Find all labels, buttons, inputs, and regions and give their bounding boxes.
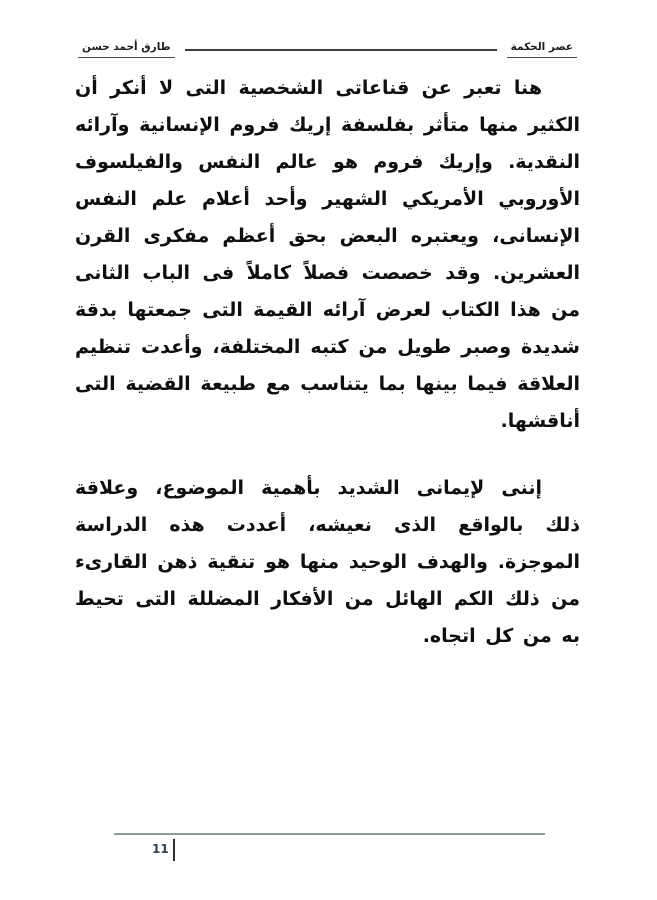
paragraph-2: إننى لإيمانى الشديد بأهمية الموضوع، وعلاقة ذلك بالواقع الذى نعيشه، أعددت هذه الدراسة الموجزة. والهدف الوحيد منها هو تنقية ذهن القارىء من ذلك الكم الهائل من الأفكار المضللة التى تحيط به من كل اتجاه.	[75, 477, 580, 647]
page-header	[78, 40, 577, 58]
page-number: 11	[152, 841, 169, 856]
header-author-name: طارق أحمد حسن	[78, 40, 175, 58]
header-divider-line	[185, 49, 497, 51]
page-number-block	[152, 836, 175, 861]
header-book-title: عصر الحكمة	[507, 40, 577, 58]
page-number-tick-mark	[173, 839, 175, 861]
page-body	[75, 70, 580, 685]
paragraph-1: هنا تعبر عن قناعاتى الشخصية التى لا أنكر أن الكثير منها متأثر بفلسفة إريك فروم الإنسانية وآرائه النقدية. وإريك فروم هو عالم النفس والفيلسوف الأوروبي الأمريكي الشهير وأحد أعلام علم النفس الإنسانى، ويعتبره البعض بحق أعظم مفكرى القرن العشرين. وقد خصصت فصلاً كاملاً فى الباب الثانى من هذا الكتاب لعرض آرائه القيمة التى جمعتها بدقة شديدة وصبر طويل من كتبه المختلفة، وأعدت تنظيم العلاقة فيما بينها بما يتناسب مع طبيعة القضية التى أناقشها.	[75, 77, 580, 432]
footer-divider-line	[114, 833, 545, 835]
